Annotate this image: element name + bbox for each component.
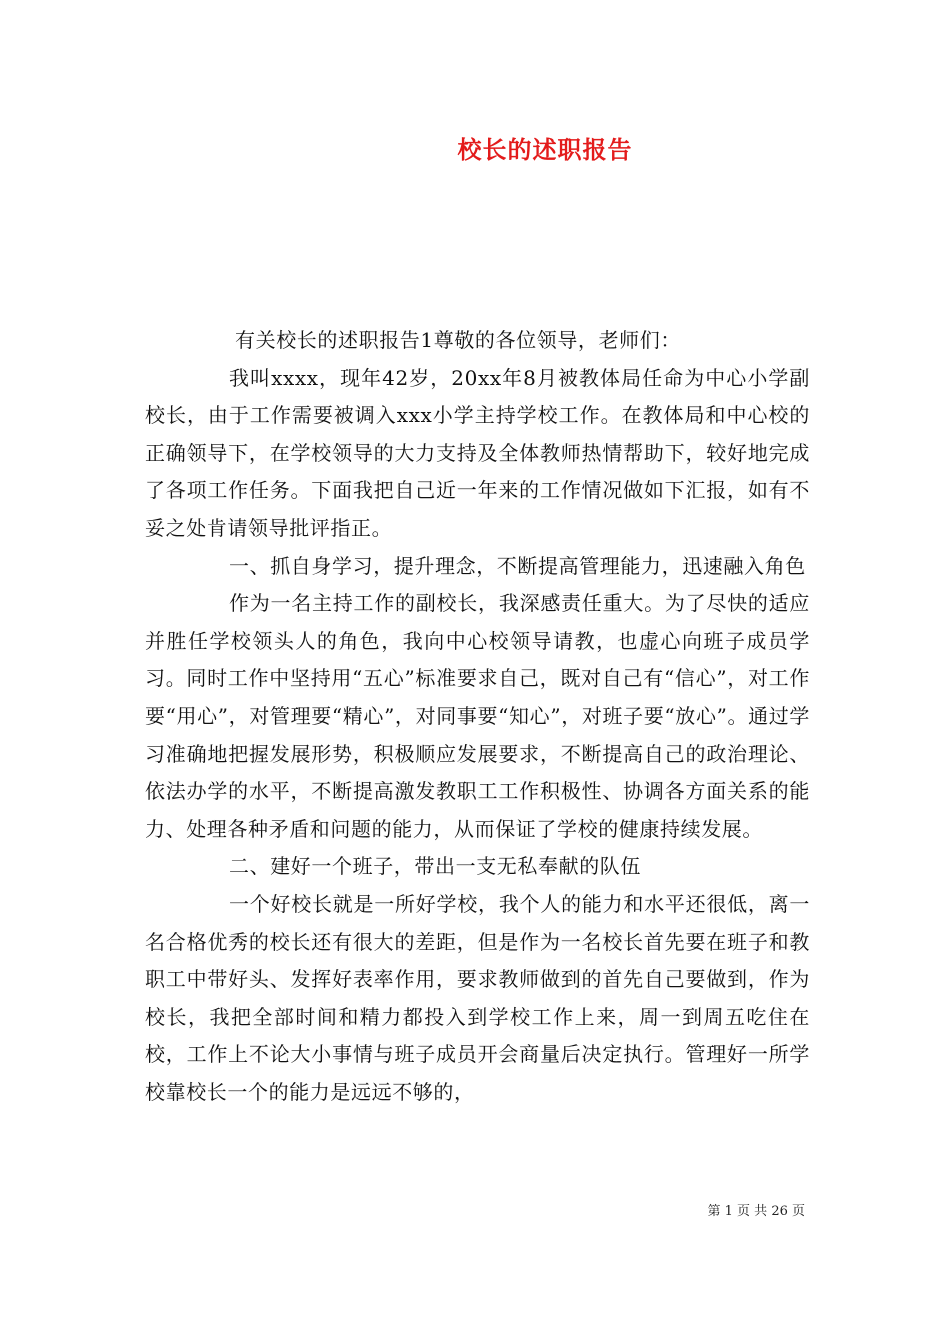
paragraph-section-two: 一个好校长就是一所好学校，我个人的能力和水平还很低，离一名合格优秀的校长还有很大的差距，但是作为一名校长首先要在班子和教职工中带好头、发挥好表率作用，要求教师做到的首先自己要做到，作为校长，我把全部时间和精力都投入到学校工作上来，周一到周五吃住在校，工作上不论大小事情与班子成员开会商量后决定执行。管理好一所学校靠校长一个的能力是远远不够的， (145, 891, 810, 1104)
document-body (145, 322, 810, 1111)
paragraph-introduction: 我叫xxxx，现年42岁，20xx年8月被教体局任命为中心小学副校长，由于工作需要被调入xxx小学主持学校工作。在教体局和中心校的正确领导下，在学校领导的大力支持及全体教师热情帮助下，较好地完成了各项工作任务。下面我把自己近一年来的工作情况做如下汇报，如有不妥之处肯请领导批评指正。 (145, 365, 810, 540)
section-heading-two: 二、建好一个班子，带出一支无私奉献的队伍 (229, 854, 641, 879)
paragraph-greeting: 有关校长的述职报告1尊敬的各位领导，老师们： (235, 328, 681, 352)
document-title: 校长的述职报告 (457, 135, 633, 164)
paragraph-section-one: 作为一名主持工作的副校长，我深感责任重大。为了尽快的适应并胜任学校领头人的角色，我向中心校领导请教，也虚心向班子成员学习。同时工作中坚持用“五心”标准要求自己，既对自己有“信心”，对工作要“用心”，对管理要“精心”，对同事要“知心”，对班子要“放心”。通过学习准确地把握发展形势，积极顺应发展要求，不断提高自己的政治理论、依法办学的水平，不断提高激发教职工工作积极性、协调各方面关系的能力、处理各种矛盾和问题的能力，从而保证了学校的健康持续发展。 (145, 591, 810, 841)
section-heading-one: 一、抓自身学习，提升理念，不断提高管理能力，迅速融入角色 (229, 553, 806, 578)
page-number-footer: 第 1 页 共 26 页 (707, 1204, 805, 1219)
